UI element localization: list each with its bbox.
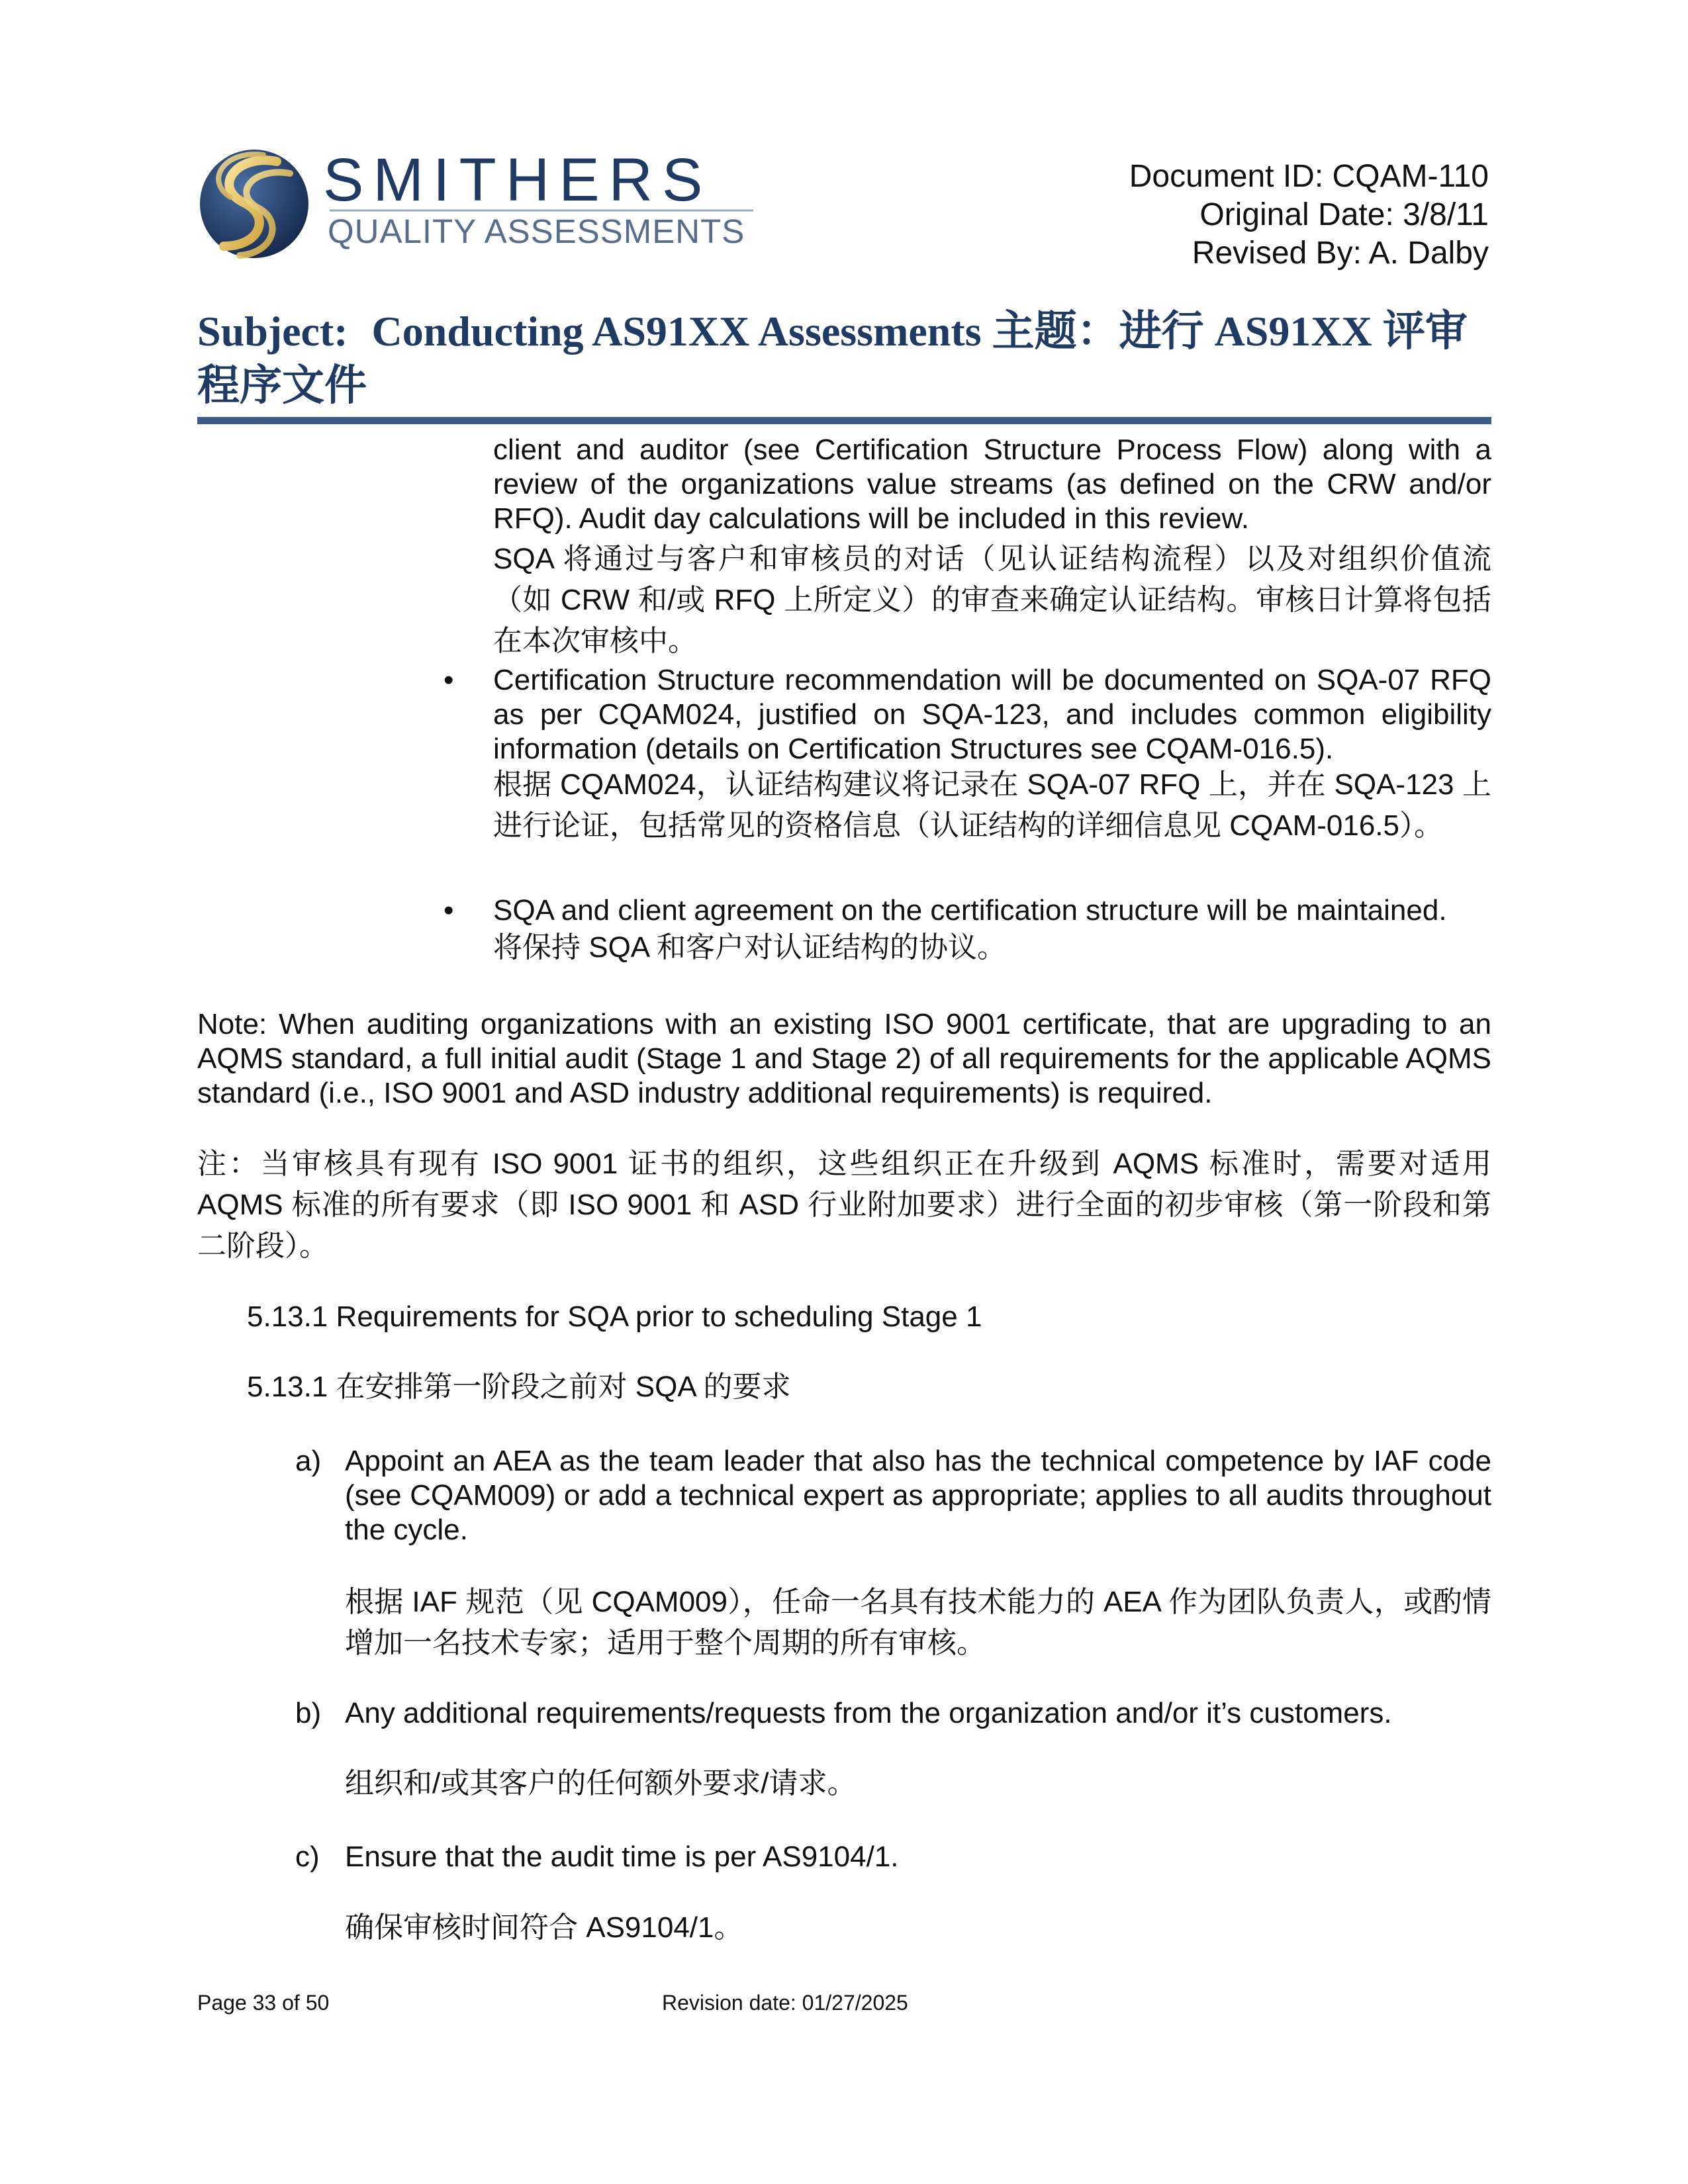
list-item-chinese: 确保审核时间符合 AS9104/1。 [345,1911,743,1944]
list-item-label: a) [295,1445,322,1477]
footer-page-number: Page 33 of 50 [197,1991,330,2015]
list-item-english: Appoint an AEA as the team leader that also has the technical competence by IAF code (see CQAM009) or add a technical expert as appropriate; applies to all audits throughout the cycle. [345,1445,1491,1546]
continuation-chinese: SQA 将通过与客户和审核员的对话（见认证结构流程）以及对组织价值流（如 CRW 和/或 RFQ 上所定义）的审查来确定认证结构。审核日计算将包括在本次审核中。 [493,543,1491,657]
company-logo [197,147,753,261]
list-item-label: c) [295,1841,320,1873]
header-rule [197,417,1491,424]
list-item-english: Any additional requirements/requests from the organization and/or it’s customers. [345,1697,1392,1729]
footer-revision-date: Revision date: 01/27/2025 [662,1991,908,2015]
list-item-english: Ensure that the audit time is per AS9104/1. [345,1841,899,1873]
bullet-marker: • [444,894,454,927]
subject-label: Subject: [197,308,348,355]
bullet-english: SQA and client agreement on the certification structure will be maintained. [493,894,1447,927]
bullet-chinese: 根据 CQAM024，认证结构建议将记录在 SQA-07 RFQ 上，并在 SQA-123 上进行论证，包括常见的资格信息（认证结构的详细信息见 CQAM-016.5）。 [493,768,1491,842]
revised-by: Revised By: A. Dalby [1192,236,1489,271]
list-item-label: b) [295,1697,322,1729]
subject-text: Conducting AS91XX Assessments 主题：进行 AS91XX 评审程序文件 [197,308,1468,409]
list-item-chinese: 根据 IAF 规范（见 CQAM009），任命一名具有技术能力的 AEA 作为团队负责人，或酌情增加一名技术专家；适用于整个周期的所有审核。 [345,1586,1491,1659]
original-date: Original Date: 3/8/11 [1199,197,1489,232]
bullet-english: Certification Structure recommendation will be documented on SQA-07 RFQ as per CQAM024, justified on SQA-123, and includes common eligibility information (details on Certification Structures see CQAM-016.5). [493,664,1491,765]
document-info [1129,158,1489,273]
section-heading-chinese: 5.13.1 在安排第一阶段之前对 SQA 的要求 [247,1371,791,1403]
list-item-chinese: 组织和/或其客户的任何额外要求/请求。 [345,1767,857,1799]
continuation-english: client and auditor (see Certification Structure Process Flow) along with a review of the organizations value streams (as defined on the CRW and/or RFQ). Audit day calculations will be included in this review. [493,433,1491,535]
subject-heading [197,304,1491,413]
bullet-marker: • [444,664,454,696]
note-chinese: 注：当审核具有现有 ISO 9001 证书的组织，这些组织正在升级到 AQMS 标准时，需要对适用 AQMS 标准的所有要求（即 ISO 9001 和 ASD 行业附加要求）进行全面的初步审核（第一阶段和第二阶段）。 [197,1148,1491,1262]
logo-name-text: SMITHERS [323,146,712,214]
document-id: Document ID: CQAM-110 [1129,159,1489,194]
logo-mark-icon [197,147,311,261]
section-heading-english: 5.13.1 Requirements for SQA prior to scheduling Stage 1 [247,1300,982,1333]
logo-subtitle-text: QUALITY ASSESSMENTS [328,212,745,250]
note-english: Note: When auditing organizations with an existing ISO 9001 certificate, that are upgrading to an AQMS standard, a full initial audit (Stage 1 and Stage 2) of all requirements for the applicable AQMS standard (i.e., ISO 9001 and ASD industry additional requirements) is required. [197,1008,1491,1109]
bullet-chinese: 将保持 SQA 和客户对认证结构的协议。 [493,931,1006,964]
